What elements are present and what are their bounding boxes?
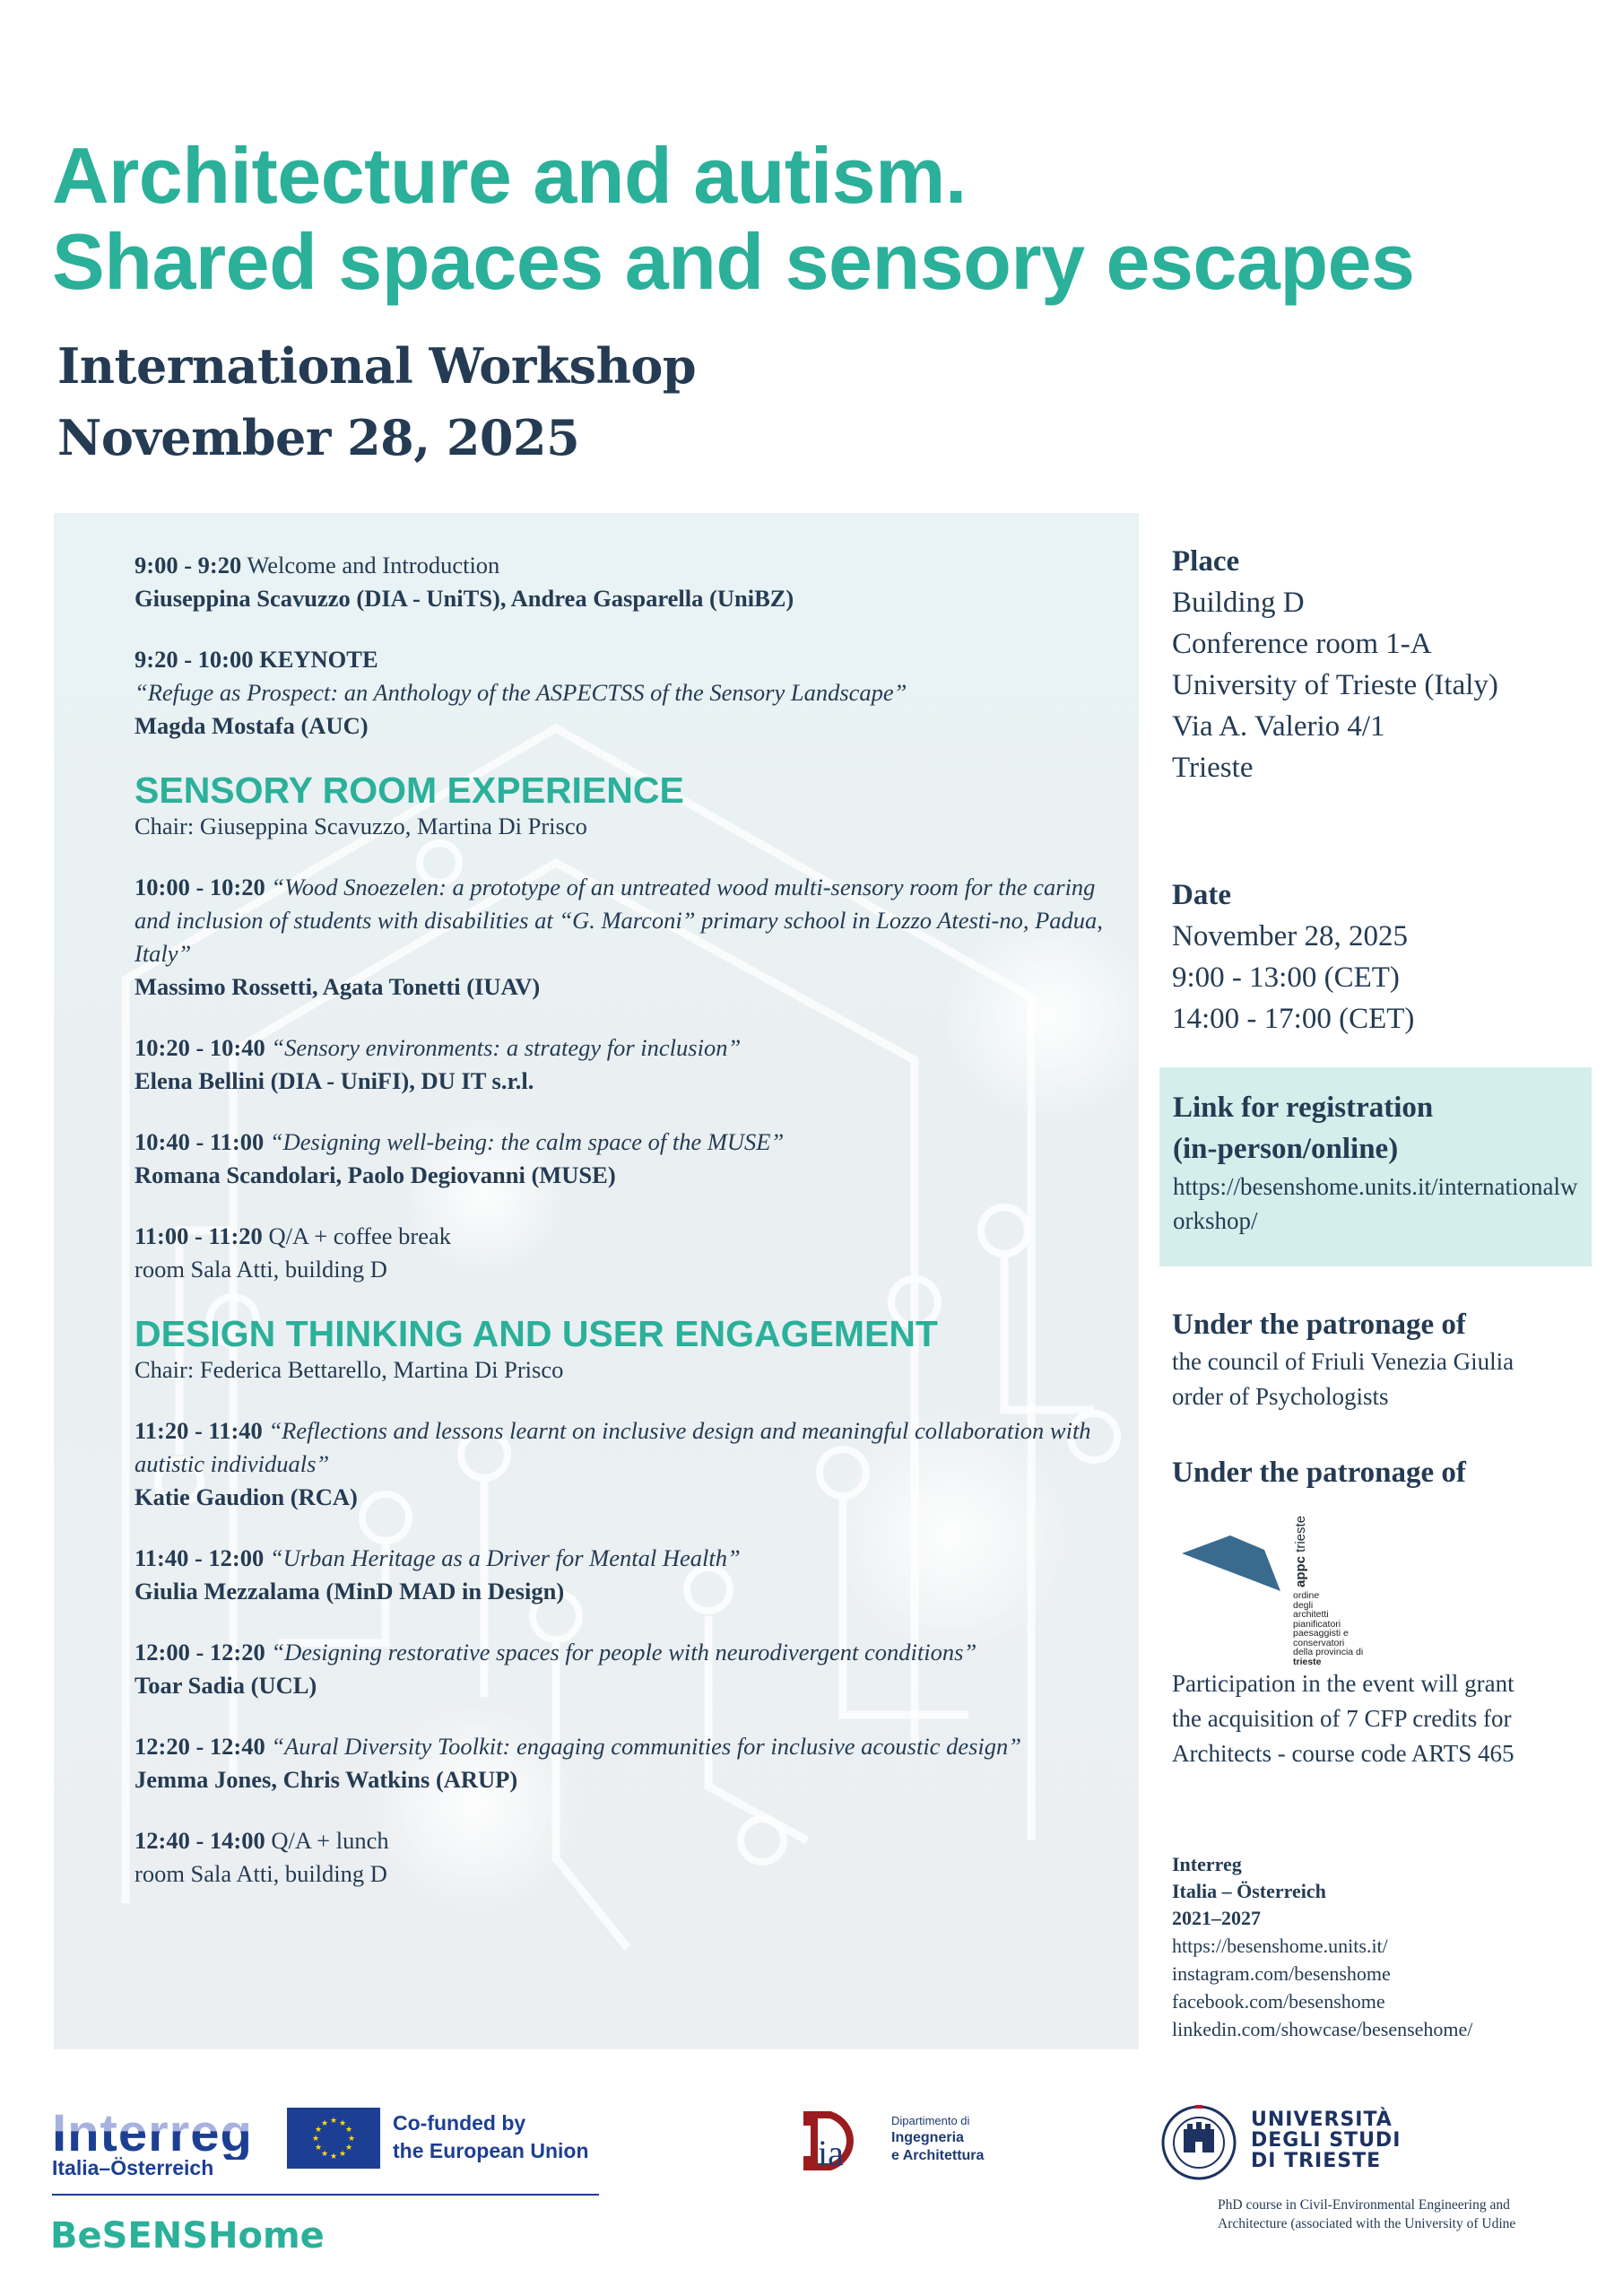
appc-brand: trieste — [1293, 1515, 1308, 1552]
slot-time: 11:20 - 11:40 — [135, 1417, 263, 1444]
phd-line: Architecture (associated with the University of Udine — [1218, 2216, 1516, 2231]
svg-text:★: ★ — [311, 2135, 320, 2144]
title-line-1: Architecture and autism. — [52, 131, 967, 220]
appc-line: ordine — [1293, 1590, 1320, 1601]
schedule-item — [135, 1414, 1121, 1514]
svg-text:★: ★ — [338, 2150, 347, 2159]
place-line: University of Trieste (Italy) — [1172, 669, 1498, 701]
slot-speakers: Jemma Jones, Chris Watkins (ARUP) — [135, 1766, 518, 1793]
patronage-heading: Under the patronage of — [1172, 1309, 1466, 1341]
svg-text:★: ★ — [320, 2150, 329, 2159]
instagram-link[interactable]: instagram.com/besenshome — [1172, 1962, 1391, 1985]
appc-line: pianificatori — [1293, 1618, 1341, 1630]
slot-time: 11:00 - 11:20 — [135, 1222, 263, 1249]
schedule-item — [135, 643, 1121, 743]
svg-text:★: ★ — [329, 2152, 338, 2161]
eu-stars-icon — [287, 2108, 380, 2169]
credits-line: Architects - course code ARTS 465 — [1172, 1740, 1515, 1767]
appc-line: conservatori — [1293, 1637, 1345, 1648]
slot-title: “Aural Diversity Toolkit: engaging communities for inclusive acoustic design” — [271, 1733, 1021, 1760]
registration-box — [1159, 1067, 1592, 1266]
footer-divider — [52, 2194, 599, 2196]
slot-title: “Reflections and lessons learnt on inclusive design and meaningful collaboration with autistic individuals” — [135, 1417, 1091, 1477]
slot-speakers: Magda Mostafa (AUC) — [135, 712, 369, 739]
appc-shape-icon — [1180, 1528, 1288, 1591]
workshop-label: International Workshop — [57, 337, 697, 395]
eu-line: the European Union — [393, 2139, 589, 2162]
svg-text:★: ★ — [344, 2126, 353, 2135]
university-line: UNIVERSITÀ — [1251, 2109, 1393, 2131]
svg-text:★: ★ — [314, 2144, 323, 2152]
slot-time: 12:00 - 12:20 — [135, 1639, 265, 1665]
slot-time: 10:40 - 11:00 — [135, 1128, 265, 1155]
svg-text:★: ★ — [329, 2117, 338, 2126]
place-block — [1172, 541, 1602, 788]
place-heading: Place — [1172, 545, 1240, 578]
svg-text:★: ★ — [347, 2135, 356, 2144]
place-line: Conference room 1-A — [1172, 628, 1432, 660]
slot-time: 12:20 - 12:40 — [135, 1733, 265, 1760]
schedule-item — [135, 1126, 1121, 1192]
interreg-region: Italia–Österreich — [52, 2156, 214, 2179]
phd-line: PhD course in Civil-Environmental Engineering and — [1218, 2197, 1510, 2213]
slot-speakers: Toar Sadia (UCL) — [135, 1672, 317, 1699]
svg-text:★: ★ — [320, 2119, 329, 2128]
date-heading: Date — [1172, 879, 1231, 911]
slot-title: Q/A + coffee break — [268, 1222, 451, 1249]
appc-vertical-text — [1293, 1516, 1308, 1587]
program-line: Interreg — [1172, 1853, 1242, 1875]
schedule-break — [135, 1220, 1121, 1286]
phd-course-note — [1218, 2196, 1515, 2233]
dia-line: Ingegneria — [891, 2130, 964, 2145]
dia-department-label — [891, 2113, 984, 2165]
patronage-heading: Under the patronage of — [1172, 1457, 1466, 1489]
date-line: 9:00 - 13:00 (CET) — [1172, 961, 1400, 994]
besenshome-logo: BeSENSHome — [50, 2215, 325, 2257]
appc-trieste-logo — [1180, 1515, 1377, 1667]
slot-title: “Designing well-being: the calm space of the MUSE” — [269, 1128, 785, 1155]
appc-line: degli — [1293, 1599, 1314, 1611]
place-line: Building D — [1172, 587, 1305, 619]
slot-time: 9:20 - 10:00 — [135, 646, 254, 673]
slot-time: 12:40 - 14:00 — [135, 1827, 265, 1854]
section-heading: DESIGN THINKING AND USER ENGAGEMENT — [135, 1313, 938, 1354]
appc-line: trieste — [1293, 1656, 1322, 1667]
slot-title: “Sensory environments: a strategy for inclusion” — [271, 1034, 742, 1061]
patronage-block-1 — [1172, 1305, 1602, 1414]
slot-speakers: Massimo Rossetti, Agata Tonetti (IUAV) — [135, 973, 541, 1000]
appc-text-block — [1293, 1591, 1363, 1666]
slot-time: 9:00 - 9:20 — [135, 552, 242, 578]
patronage-block-2 — [1172, 1453, 1602, 1492]
schedule-item — [135, 549, 1121, 615]
dia-small: Dipartimento di — [891, 2114, 970, 2127]
event-subtitle — [57, 330, 696, 474]
appc-brand-bold: appc — [1293, 1555, 1308, 1587]
schedule-item — [135, 1636, 1121, 1702]
slot-room: room Sala Atti, building D — [135, 1860, 387, 1887]
credits-line: the acquisition of 7 CFP credits for — [1172, 1705, 1512, 1732]
place-line: Trieste — [1172, 752, 1254, 784]
date-line: November 28, 2025 — [1172, 920, 1409, 952]
appc-line: architetti — [1293, 1609, 1329, 1620]
slot-speakers: Elena Bellini (DIA - UniFI), DU IT s.r.l. — [135, 1067, 534, 1094]
workshop-date: November 28, 2025 — [57, 409, 580, 466]
schedule-break — [135, 1824, 1121, 1891]
slot-time: 10:00 - 10:20 — [135, 874, 265, 900]
slot-title: “Designing restorative spaces for people with neurodivergent conditions” — [271, 1639, 977, 1665]
slot-title: Q/A + lunch — [271, 1827, 389, 1854]
place-line: Via A. Valerio 4/1 — [1172, 710, 1385, 743]
appc-line: paesaggisti e — [1293, 1628, 1349, 1639]
appc-line: della provincia di — [1293, 1647, 1364, 1657]
slot-time: 10:20 - 10:40 — [135, 1034, 265, 1061]
section-chair: Chair: Giuseppina Scavuzzo, Martina Di Prisco — [135, 813, 587, 839]
university-line: DI TRIESTE — [1251, 2150, 1382, 2172]
credits-note — [1172, 1666, 1602, 1771]
registration-mode: (in-person/online) — [1173, 1133, 1399, 1165]
dia-logo-icon — [803, 2111, 866, 2170]
slot-time: 11:40 - 12:00 — [135, 1544, 265, 1571]
eu-line: Co-funded by — [393, 2111, 526, 2135]
dia-line: e Architettura — [891, 2148, 985, 2163]
patronage-line: the council of Friuli Venezia Giulia — [1172, 1348, 1515, 1375]
credits-line: Participation in the event will grant — [1172, 1670, 1515, 1697]
schedule-item — [135, 871, 1121, 1004]
program-line: Italia – Österreich — [1172, 1880, 1326, 1902]
university-seal-icon — [1160, 2104, 1237, 2181]
eu-cofunded-label — [393, 2109, 589, 2165]
svg-text:★: ★ — [338, 2119, 347, 2128]
schedule-panel — [54, 513, 1139, 2049]
university-name — [1251, 2109, 1401, 2171]
linkedin-link[interactable]: linkedin.com/showcase/besensehome/ — [1172, 2018, 1473, 2040]
section-heading: SENSORY ROOM EXPERIENCE — [135, 770, 684, 811]
section-chair: Chair: Federica Bettarello, Martina Di Prisco — [135, 1356, 564, 1383]
svg-text:★: ★ — [344, 2144, 353, 2152]
slot-title: “Urban Heritage as a Driver for Mental Health” — [269, 1544, 741, 1571]
interreg-wordmark: Interreg — [52, 2104, 253, 2162]
slot-speakers: Giuseppina Scavuzzo (DIA - UniTS), Andrea Gasparella (UniBZ) — [135, 585, 794, 612]
website-link[interactable]: https://besenshome.units.it/ — [1172, 1935, 1388, 1957]
event-title — [52, 133, 1414, 305]
schedule-item — [135, 1542, 1121, 1608]
slot-speakers: Katie Gaudion (RCA) — [135, 1483, 358, 1510]
program-info — [1172, 1851, 1602, 2043]
svg-text:★: ★ — [314, 2126, 323, 2135]
eu-flag-icon — [287, 2108, 380, 2169]
dia-logo-text: ia — [818, 2133, 844, 2170]
patronage-line: order of Psychologists — [1172, 1383, 1389, 1410]
registration-link[interactable]: https://besenshome.units.it/internationalworkshop/ — [1173, 1173, 1578, 1234]
date-line: 14:00 - 17:00 (CET) — [1172, 1003, 1415, 1035]
date-block — [1172, 874, 1602, 1039]
slot-speakers: Giulia Mezzalama (MinD MAD in Design) — [135, 1578, 565, 1605]
title-line-2: Shared spaces and sensory escapes — [52, 217, 1415, 306]
interreg-logo — [52, 2104, 253, 2180]
schedule-item — [135, 1730, 1121, 1796]
facebook-link[interactable]: facebook.com/besenshome — [1172, 1990, 1385, 2013]
slot-title: Welcome and Introduction — [247, 552, 500, 578]
program-line: 2021–2027 — [1172, 1907, 1261, 1929]
slot-title: “Wood Snoezelen: a prototype of an untreated wood multi-sensory room for the caring and inclusion of students with disabilities at “G. Marconi” primary school in Lozzo Atesti-no, Padua, Italy” — [135, 874, 1103, 967]
schedule-list — [135, 549, 1121, 1918]
slot-title: “Refuge as Prospect: an Anthology of the ASPECTSS of the Sensory Landscape” — [135, 679, 907, 706]
keynote-label: KEYNOTE — [259, 646, 378, 673]
university-line: DEGLI STUDI — [1251, 2129, 1402, 2152]
registration-heading: Link for registration — [1173, 1091, 1434, 1124]
slot-room: room Sala Atti, building D — [135, 1256, 387, 1283]
schedule-item — [135, 1031, 1121, 1098]
slot-speakers: Romana Scandolari, Paolo Degiovanni (MUSE) — [135, 1161, 616, 1188]
